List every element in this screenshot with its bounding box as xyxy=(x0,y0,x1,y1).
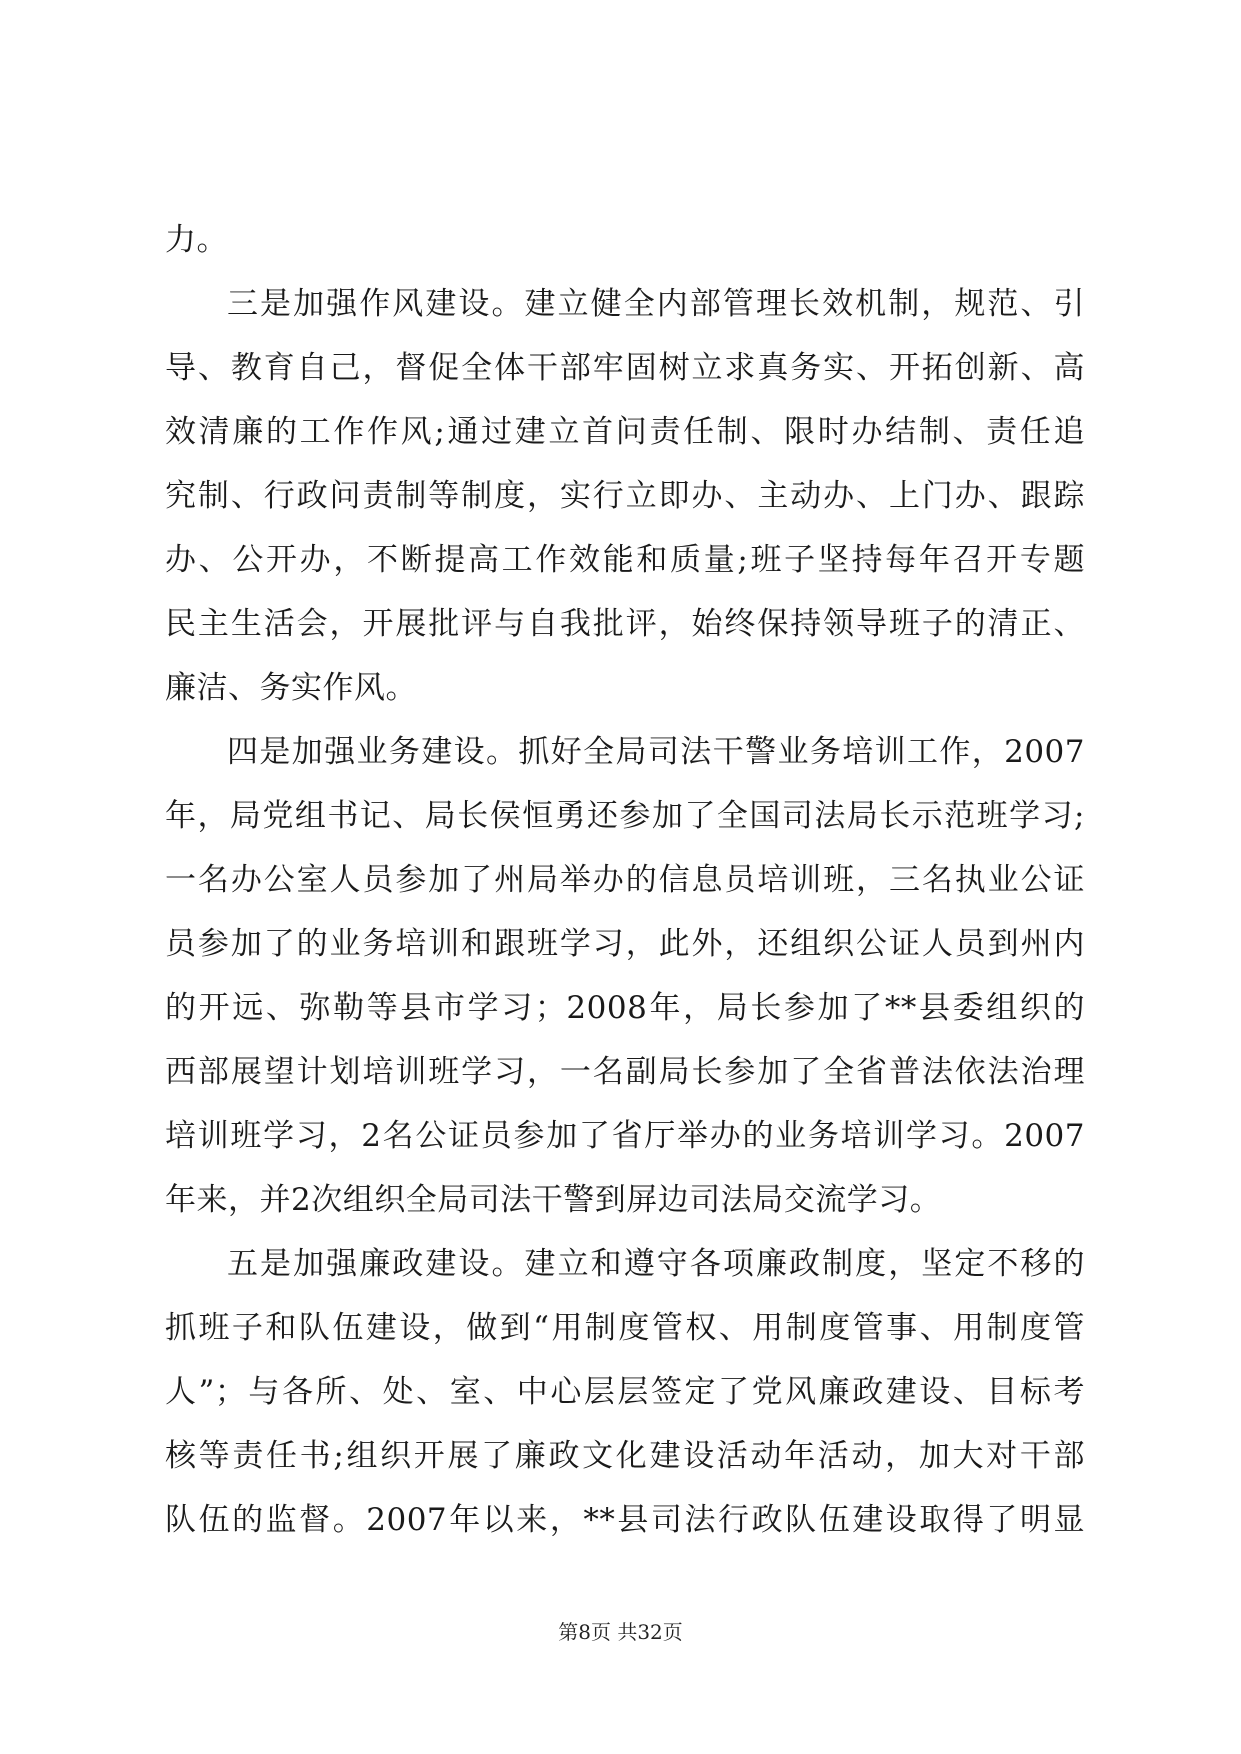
text-line: 廉洁、务实作风。 xyxy=(165,670,417,706)
document-body xyxy=(165,208,1085,1552)
text-line: 培训班学习，2名公证员参加了省厅举办的业务培训学习。2007 xyxy=(165,1118,1085,1154)
text-line: 四是加强业务建设。抓好全局司法干警业务培训工作，2007 xyxy=(227,734,1085,770)
text-line: 力。 xyxy=(165,222,228,258)
text-line: 年来，并2次组织全局司法干警到屏边司法局交流学习。 xyxy=(165,1182,942,1218)
text-line: 究制、行政问责制等制度，实行立即办、主动办、上门办、跟踪 xyxy=(165,478,1085,514)
text-line: 导、教育自己，督促全体干部牢固树立求真务实、开拓创新、高 xyxy=(165,350,1085,386)
text-line: 三是加强作风建设。建立健全内部管理长效机制，规范、引 xyxy=(227,286,1085,322)
text-line: 效清廉的工作作风;通过建立首问责任制、限时办结制、责任追 xyxy=(165,414,1085,450)
page-number-footer: 第8页 共32页 xyxy=(558,1620,683,1644)
text-line: 五是加强廉政建设。建立和遵守各项廉政制度，坚定不移的 xyxy=(227,1246,1085,1282)
text-line: 一名办公室人员参加了州局举办的信息员培训班，三名执业公证 xyxy=(165,862,1085,898)
text-line: 年，局党组书记、局长侯恒勇还参加了全国司法局长示范班学习; xyxy=(165,798,1085,834)
text-line: 人”；与各所、处、室、中心层层签定了党风廉政建设、目标考 xyxy=(165,1374,1085,1410)
text-line: 民主生活会，开展批评与自我批评，始终保持领导班子的清正、 xyxy=(165,606,1085,642)
text-line: 办、公开办，不断提高工作效能和质量;班子坚持每年召开专题 xyxy=(165,542,1085,578)
text-line: 西部展望计划培训班学习，一名副局长参加了全省普法依法治理 xyxy=(165,1054,1085,1090)
text-line: 员参加了的业务培训和跟班学习，此外，还组织公证人员到州内 xyxy=(165,926,1085,962)
text-line: 核等责任书;组织开展了廉政文化建设活动年活动，加大对干部 xyxy=(165,1438,1085,1474)
text-line: 抓班子和队伍建设，做到“用制度管权、用制度管事、用制度管 xyxy=(165,1310,1085,1346)
text-line: 队伍的监督。2007年以来，**县司法行政队伍建设取得了明显 xyxy=(165,1502,1085,1538)
text-line: 的开远、弥勒等县市学习；2008年，局长参加了**县委组织的 xyxy=(165,990,1085,1026)
